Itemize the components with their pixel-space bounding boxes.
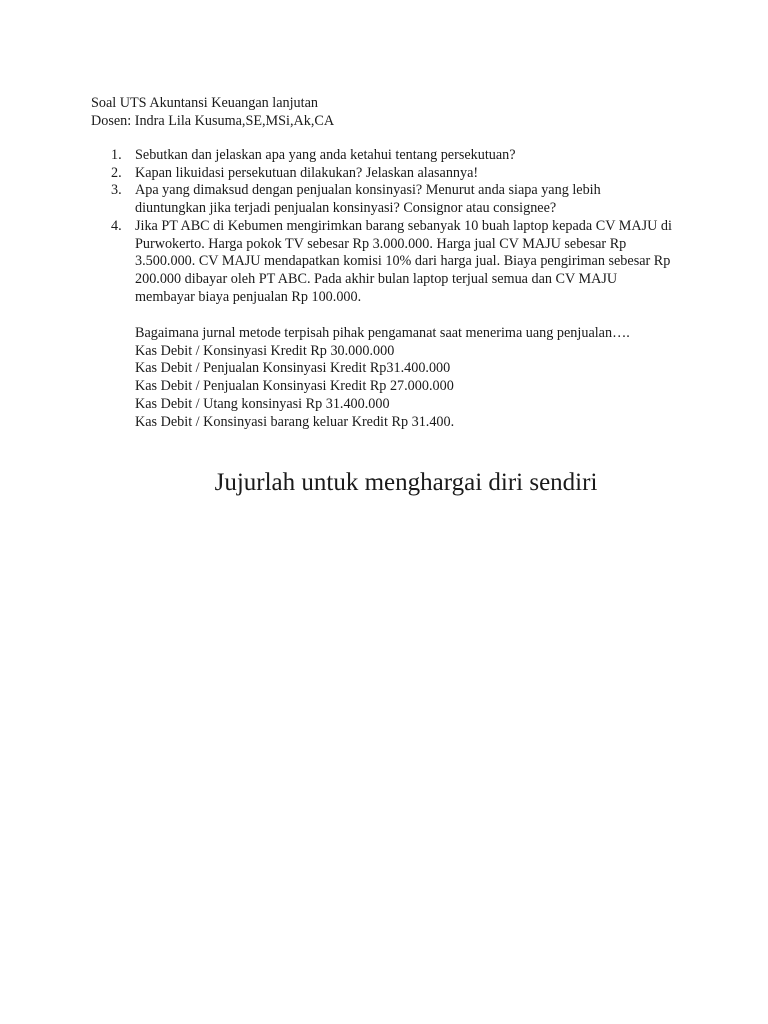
document-header	[91, 95, 711, 130]
question-item	[91, 147, 691, 165]
question-item	[91, 182, 691, 217]
question-number: 3.	[111, 182, 122, 199]
sub-question-prompt: Bagaimana jurnal metode terpisah pihak pengamanat saat menerima uang penjualan….	[135, 325, 630, 341]
sub-question-block	[135, 325, 695, 431]
question-text: Sebutkan dan jelaskan apa yang anda ketahui tentang persekutuan?	[135, 147, 516, 163]
lecturer-name: Dosen: Indra Lila Kusuma,SE,MSi,Ak,CA	[91, 112, 335, 129]
question-item	[91, 218, 691, 307]
exam-title: Soal UTS Akuntansi Keuangan lanjutan	[91, 95, 318, 111]
question-text: Jika PT ABC di Kebumen mengirimkan barang sebanyak 10 buah laptop kepada CV MAJU di Purwokerto. Harga pokok TV sebesar Rp 3.000.000. Harga jual CV MAJU sebesar Rp 3.500.000. CV MAJU mendapatkan komisi 10% dari harga jual. Biaya pengiriman sebesar Rp 200.000 dibayar oleh PT ABC. Pada akhir bulan laptop terjual semua dan CV MAJU membayar biaya penjualan Rp 100.000.	[135, 217, 672, 305]
answer-option: Kas Debit / Konsinyasi barang keluar Kredit Rp 31.400.	[135, 413, 455, 430]
answer-option: Kas Debit / Utang konsinyasi Rp 31.400.000	[135, 395, 390, 412]
question-text: Apa yang dimaksud dengan penjualan konsinyasi? Menurut anda siapa yang lebih diuntungkan jika terjadi penjualan konsinyasi? Consignor atau consignee?	[135, 182, 601, 217]
question-number: 2.	[111, 164, 122, 181]
answer-option: Kas Debit / Penjualan Konsinyasi Kredit Rp 27.000.000	[135, 378, 454, 395]
question-item	[91, 165, 691, 183]
question-number: 1.	[111, 147, 122, 163]
answer-option: Kas Debit / Konsinyasi Kredit Rp 30.000.000	[135, 342, 395, 359]
answer-option: Kas Debit / Penjualan Konsinyasi Kredit Rp31.400.000	[135, 360, 451, 377]
question-number: 4.	[111, 217, 122, 234]
question-text: Kapan likuidasi persekutuan dilakukan? Jelaskan alasannya!	[135, 164, 479, 181]
question-list	[91, 147, 691, 306]
motto-text: Jujurlah untuk menghargai diri sendiri	[214, 469, 598, 496]
